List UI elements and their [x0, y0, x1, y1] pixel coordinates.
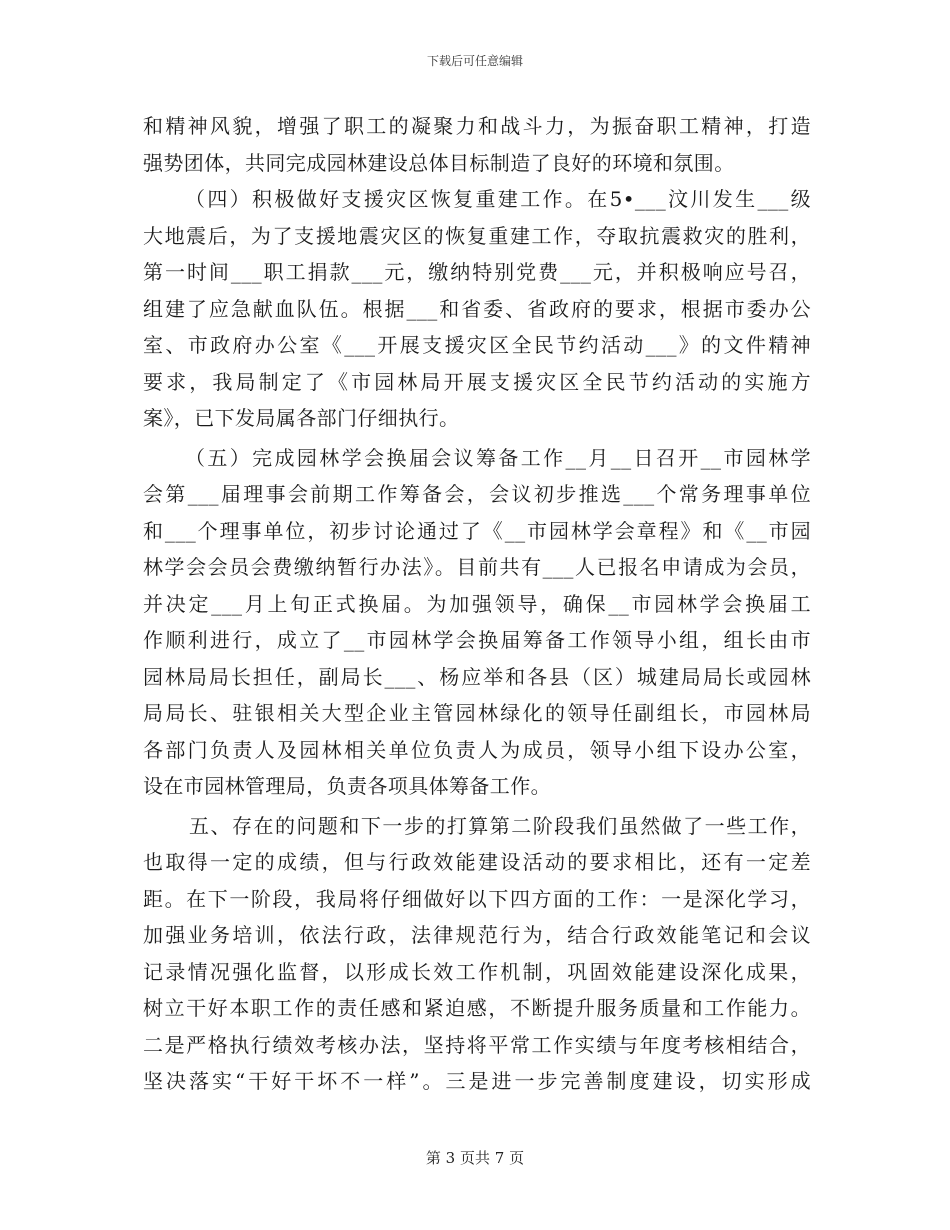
paragraph-line: 二是严格执行绩效考核办法，坚持将平常工作实绩与年度考核相结合， [143, 1032, 811, 1057]
paragraph-line: 树立干好本职工作的责任感和紧迫感，不断提升服务质量和工作能力。 [143, 996, 811, 1020]
paragraph-line: 园林局局长担任，副局长___、杨应举和各县（区）城建局局长或园林 [143, 664, 811, 689]
paragraph-line: 坚决落实“干好干坏不一样”。三是进一步完善制度建设，切实形成 [143, 1069, 811, 1093]
paragraph-line: 强势团体，共同完成园林建设总体目标制造了良好的环境和氛围。 [143, 150, 735, 175]
paragraph-line: 记录情况强化监督，以形成长效工作机制，巩固效能建设深化成果， [143, 959, 811, 984]
paragraph-line: 设在市园林管理局，负责各项具体筹备工作。 [143, 774, 551, 798]
document-body [143, 108, 811, 1100]
paragraph-line: 五、存在的问题和下一步的打算第二阶段我们虽然做了一些工作， [189, 813, 811, 838]
paragraph-line: 会第___届理事会前期工作筹备会，会议初步推选___个常务理事单位 [143, 482, 811, 506]
paragraph-line: 大地震后，为了支援地震灾区的恢复重建工作，夺取抗震救灾的胜利， [143, 223, 811, 248]
paragraph-line: 林学会会员会费缴纳暂行办法》。目前共有___人已报名申请成为会员， [143, 555, 811, 579]
paragraph-line: （五）完成园林学会换届会议筹备工作__月__日召开__市园林学 [185, 445, 811, 470]
paragraph-line: 案》，已下发局属各部门仔细执行。 [143, 406, 460, 430]
paragraph-line: 和___个理事单位，初步讨论通过了《__市园林学会章程》和《__市园 [143, 518, 811, 543]
paragraph-line: 和精神风貌，增强了职工的凝聚力和战斗力，为振奋职工精神，打造 [143, 114, 811, 138]
paragraph-line: （四）积极做好支援灾区恢复重建工作。在5•___汶川发生___级 [185, 187, 811, 211]
paragraph-line: 并决定___月上旬正式换届。为加强领导，确保__市园林学会换届工 [143, 591, 811, 616]
paragraph-line: 第一时间___职工捐款___元，缴纳特别党费___元，并积极响应号召， [143, 260, 811, 284]
paragraph-line: 加强业务培训，依法行政，法律规范行为，结合行政效能笔记和会议 [143, 923, 811, 947]
paragraph-line: 室、市政府办公室《___开展支援灾区全民节约活动___》的文件精神 [143, 333, 811, 357]
paragraph-line: 作顺利进行，成立了__市园林学会换届筹备工作领导小组，组长由市 [143, 628, 811, 652]
paragraph-line: 距。在下一阶段，我局将仔细做好以下四方面的工作：一是深化学习， [143, 886, 811, 911]
paragraph-line: 局局长、驻银相关大型企业主管园林绿化的领导任副组长，市园林局 [143, 701, 811, 725]
page-number: 第 3 页共 7 页 [425, 1149, 525, 1167]
paragraph-line: 组建了应急献血队伍。根据___和省委、省政府的要求，根据市委办公 [143, 296, 811, 321]
paragraph-line: 也取得一定的成绩，但与行政效能建设活动的要求相比，还有一定差 [143, 850, 811, 874]
paragraph-line: 要求，我局制定了《市园林局开展支援灾区全民节约活动的实施方 [143, 369, 811, 394]
paragraph-line: 各部门负责人及园林相关单位负责人为成员，领导小组下设办公室， [143, 737, 811, 762]
page-header-note: 下载后可任意编辑 [426, 54, 523, 68]
